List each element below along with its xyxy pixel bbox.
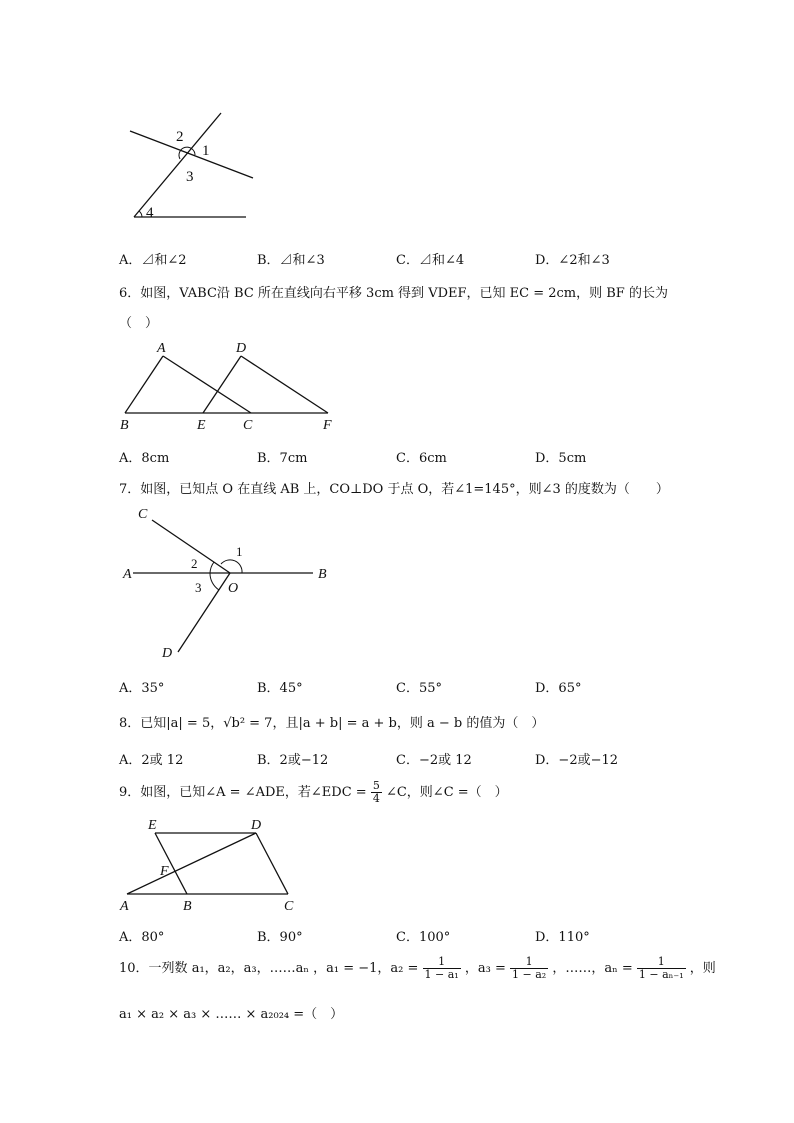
q6-option-a[interactable]: A．8cm [119, 451, 170, 466]
q7-label-D: D [162, 646, 173, 661]
q7-option-a[interactable]: A．35° [119, 681, 165, 696]
q9-label-B: B [183, 899, 192, 914]
fig5-label-1: 1 [202, 143, 210, 159]
q6-stem-paren: （ ） [119, 316, 159, 331]
q9-label-E: E [148, 818, 157, 833]
angle-arc-1 [221, 560, 242, 573]
q10-stem [119, 956, 716, 981]
segment-AC [163, 356, 251, 413]
q9-frac-den: 4 [372, 792, 380, 805]
q9-stem-pre: 9．如图，已知∠A = ∠ADE，若∠EDC = [119, 785, 367, 800]
q6-label-A: A [157, 341, 166, 356]
q10-an: ，……，aₙ = [552, 961, 633, 976]
q7-label-1: 1 [236, 544, 243, 559]
q6-label-F: F [323, 418, 332, 433]
q8-option-d[interactable]: D．−2或−12 [535, 753, 619, 768]
q7-option-d[interactable]: D．65° [535, 681, 582, 696]
q9-option-d[interactable]: D．110° [535, 930, 590, 945]
q5-option-b[interactable]: B．⊿和∠3 [257, 253, 325, 268]
angle-arc-2 [210, 562, 214, 573]
q10-frac-a2 [423, 956, 461, 981]
q10-frac-an [637, 956, 686, 981]
q8-option-a[interactable]: A．2或 12 [119, 753, 184, 768]
q6-label-E: E [197, 418, 206, 433]
segment-DC [256, 833, 288, 894]
q9-label-D: D [251, 818, 262, 833]
q7-stem: 7．如图，已知点 O 在直线 AB 上，CO⊥DO 于点 O，若∠1=145°，则∠3 的度数为（ ） [119, 482, 669, 497]
q8-stem: 8．已知|a| = 5，√b² = 7，且|a + b| = a + b，则 a − b 的值为（ ） [119, 716, 545, 731]
q9-label-A: A [120, 899, 129, 914]
q7-label-3: 3 [195, 580, 202, 595]
q5-option-d[interactable]: D．∠2和∠3 [535, 253, 610, 268]
q7-option-c[interactable]: C．55° [396, 681, 442, 696]
q10-frac-a3-num: 1 [510, 956, 548, 969]
q7-label-C: C [138, 507, 148, 522]
q9-label-C: C [284, 899, 294, 914]
ray-OD [178, 573, 230, 652]
q6-option-b[interactable]: B．7cm [257, 451, 308, 466]
q9-stem [119, 780, 508, 805]
q8-option-b[interactable]: B．2或−12 [257, 753, 329, 768]
q10-stem-lead: 10．一列数 [119, 961, 188, 976]
q10-frac-a2-num: 1 [423, 956, 461, 969]
q10-then: ，则 [689, 961, 716, 976]
q7-label-2: 2 [191, 556, 198, 571]
segment-DF [241, 356, 328, 413]
q5-option-c[interactable]: C．⊿和∠4 [396, 253, 465, 268]
q6-label-C: C [243, 418, 253, 433]
q6-option-c[interactable]: C．6cm [396, 451, 447, 466]
segment-AD [127, 833, 256, 894]
q9-label-F: F [160, 864, 169, 879]
q9-stem-post: ∠C，则∠C =（ ） [385, 785, 508, 800]
q8-option-c[interactable]: C．−2或 12 [396, 753, 472, 768]
q9-option-c[interactable]: C．100° [396, 930, 451, 945]
fig5-label-2: 2 [176, 129, 184, 145]
q7-option-b[interactable]: B．45° [257, 681, 303, 696]
q6-option-d[interactable]: D．5cm [535, 451, 587, 466]
q6-label-B: B [120, 418, 129, 433]
q10-product-line: a₁ × a₂ × a₃ × …… × a₂₀₂₄ =（ ） [119, 1007, 344, 1022]
q10-frac-a3 [510, 956, 548, 981]
q10-frac-a2-den: 1 − a₁ [424, 968, 459, 981]
q9-figure-drawing [115, 814, 315, 914]
angle-arc-4 [139, 211, 142, 217]
q10-frac-an-den: 1 − aₙ₋₁ [638, 968, 684, 981]
q7-figure [115, 500, 345, 665]
q7-label-A: A [123, 567, 132, 582]
q10-frac-an-num: 1 [637, 956, 686, 969]
fig5-label-4: 4 [146, 205, 154, 221]
q10-a3: ，a₃ = [464, 961, 506, 976]
segment-BA [125, 356, 163, 413]
q10-a1-a2: ，a₁ = −1，a₂ = [313, 961, 419, 976]
q6-figure [115, 338, 345, 433]
q9-frac-num: 5 [372, 779, 380, 792]
q9-option-b[interactable]: B．90° [257, 930, 303, 945]
q6-stem: 6．如图，VABC沿 BC 所在直线向右平移 3cm 得到 VDEF，已知 EC = 2cm，则 BF 的长为 [119, 286, 668, 301]
segment-ED [203, 356, 241, 413]
q9-fraction [371, 780, 382, 805]
q5-option-a[interactable]: A．⊿和∠2 [119, 253, 187, 268]
q10-sequence: a₁，a₂，a₃，……aₙ [191, 961, 309, 976]
q10-frac-a3-den: 1 − a₂ [511, 968, 547, 981]
q7-label-B: B [318, 567, 327, 582]
fig5-label-3: 3 [186, 169, 194, 185]
q6-label-D: D [236, 341, 247, 356]
angle-arc-3 [210, 573, 219, 590]
q7-label-O: O [228, 581, 239, 596]
q9-option-a[interactable]: A．80° [119, 930, 165, 945]
q5-figure [120, 105, 270, 225]
